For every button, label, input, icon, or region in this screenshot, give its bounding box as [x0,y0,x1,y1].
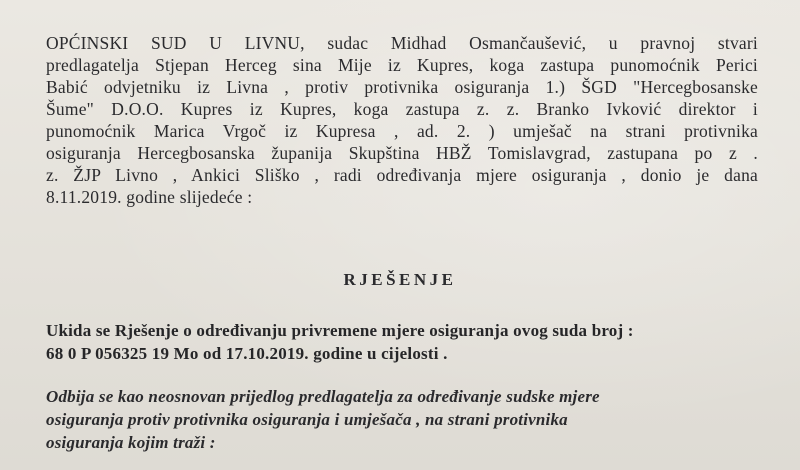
intro-line-7: z. ŽJP Livno , Ankici Sliško , radi određivanja mjere osiguranja , donio je dana [46,165,758,185]
intro-line-2: predlagatelja Stjepan Herceg sina Mije iz Kupres, koga zastupa punomoćnik Perici [46,55,758,75]
intro-line-6: osiguranja Hercegbosanska županija Skupština HBŽ Tomislavgrad, zastupana po z . [46,143,758,163]
intro-line-1: OPĆINSKI SUD U LIVNU, sudac Midhad Osmančaušević, u pravnoj stvari [46,33,758,53]
ruling1-line-2: 68 0 P 056325 19 Mo od 17.10.2019. godine u cijelosti . [46,344,448,363]
ruling-heading: RJEŠENJE [343,270,457,289]
ruling2-line-3: osiguranja kojim traži : [46,433,216,452]
ruling2-line-1: Odbija se kao neosnovan prijedlog predlagatelja za određivanje sudske mjere [46,387,600,406]
intro-line-5: punomoćnik Marica Vrgoč iz Kupresa , ad. 2. ) umješač na strani protivnika [46,121,758,141]
intro-line-3: Babić odvjetniku iz Livna , protiv protivnika osiguranja 1.) ŠGD "Hercegbosanske [46,77,758,97]
ruling2-line-2: osiguranja protiv protivnika osiguranja i umješača , na strani protivnika [46,410,568,429]
intro-line-8: 8.11.2019. godine slijedeće : [46,187,253,207]
intro-line-4: Šume" D.O.O. Kupres iz Kupres, koga zastupa z. z. Branko Ivković direktor i [46,99,758,119]
ruling1-line-1: Ukida se Rješenje o određivanju privremene mjere osiguranja ovog suda broj : [46,321,634,340]
